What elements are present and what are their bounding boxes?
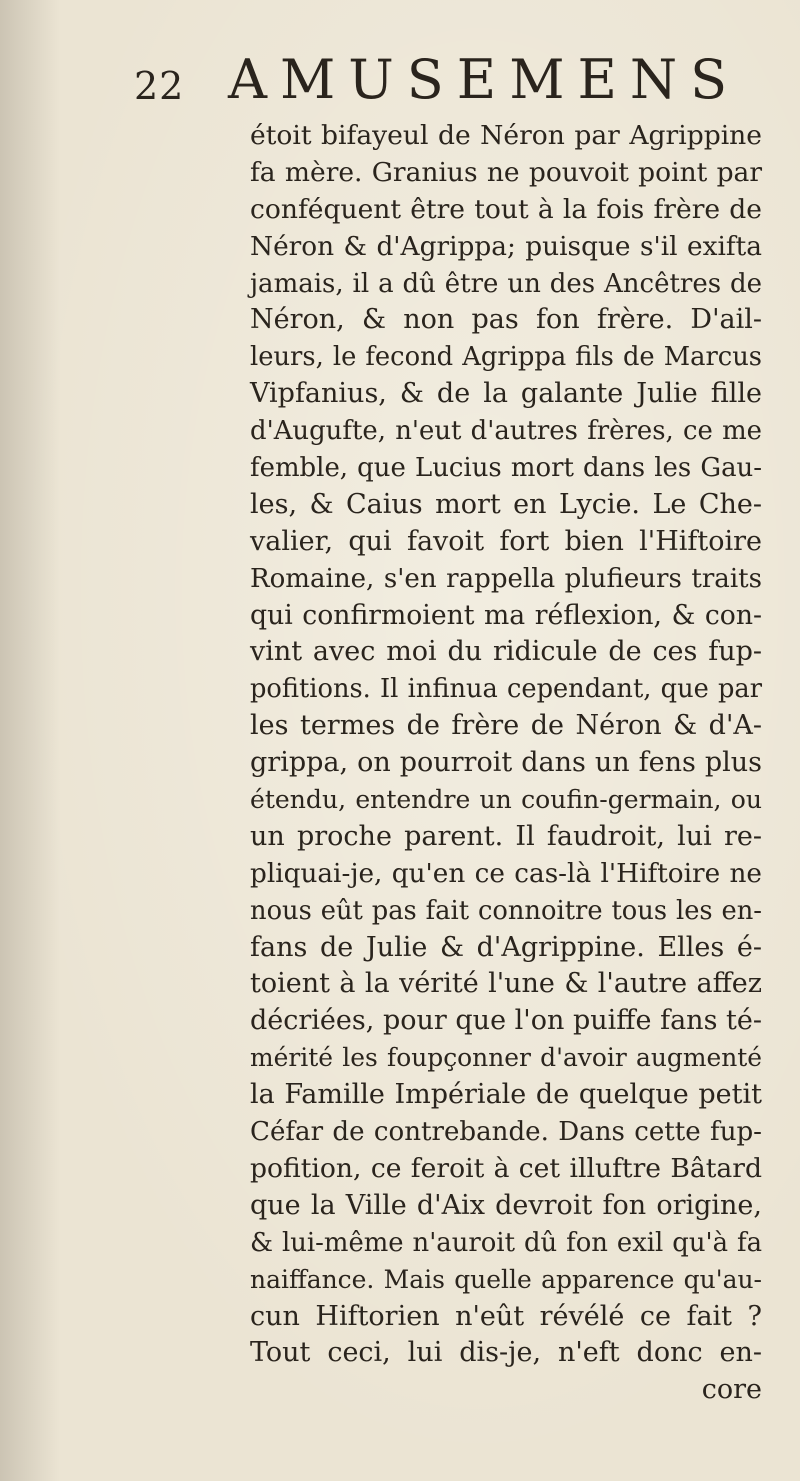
spine-shadow <box>0 0 60 1481</box>
text-line: qui confirmoient ma réflexion, & con- <box>250 599 762 631</box>
text-line: que la Ville d'Aix devroit fon origine, <box>250 1189 762 1221</box>
body-text <box>250 118 762 1409</box>
text-line: & lui-même n'auroit dû fon exil qu'à fa <box>250 1227 762 1258</box>
text-line: pofitions. Il infinua cependant, que par <box>250 674 762 705</box>
text-line: grippa, on pourroit dans un fens plus <box>250 747 762 779</box>
text-line: décriées, pour que l'on puiffe fans té- <box>250 1005 762 1037</box>
text-line: conféquent être tout à la fois frère de <box>250 193 762 225</box>
text-line: pliquai-je, qu'en ce cas-là l'Hiftoire ne <box>250 858 762 889</box>
text-line: étoit bifayeul de Néron par Agrippine <box>250 120 762 151</box>
text-line: toient à la vérité l'une & l'autre affez <box>250 968 762 1000</box>
text-line: Tout ceci, lui dis-je, n'eft donc en- <box>250 1337 762 1369</box>
text-line: valier, qui favoit fort bien l'Hiftoire <box>250 525 762 557</box>
text-line: un proche parent. Il faudroit, lui re- <box>250 820 762 852</box>
text-line: femble, que Lucius mort dans les Gau- <box>250 453 762 484</box>
text-line: étendu, entendre un coufin-germain, ou <box>250 785 762 815</box>
text-line: leurs, le fecond Agrippa fils de Marcus <box>250 342 762 373</box>
text-line: mérité les foupçonner d'avoir augmenté <box>250 1043 762 1073</box>
text-line: Néron, & non pas fon frère. D'ail- <box>250 304 762 336</box>
page-number: 22 <box>134 64 185 108</box>
text-line: nous eût pas fait connoitre tous les en- <box>250 895 762 926</box>
text-line: vint avec moi du ridicule de ces fup- <box>250 636 762 668</box>
text-line: Romaine, s'en rappella plufieurs traits <box>250 563 762 594</box>
text-line: Céfar de contrebande. Dans cette fup- <box>250 1117 762 1148</box>
text-line: naiffance. Mais quelle apparence qu'au- <box>250 1264 762 1294</box>
catchword: core <box>701 1374 762 1406</box>
text-line: la Famille Impériale de quelque petit <box>250 1079 762 1111</box>
text-line: cun Hiftorien n'eût révélé ce fait ? <box>250 1300 762 1332</box>
running-head <box>0 48 800 118</box>
text-line: Néron & d'Agrippa; puisque s'il exifta <box>250 231 762 262</box>
text-line: fans de Julie & d'Agrippine. Elles é- <box>250 931 762 963</box>
text-line: fa mère. Granius ne pouvoit point par <box>250 156 762 188</box>
text-line: Vipfanius, & de la galante Julie fille <box>250 378 762 410</box>
text-line: les termes de frère de Néron & d'A- <box>250 710 762 742</box>
text-line: d'Augufte, n'eut d'autres frères, ce me <box>250 416 762 447</box>
text-line: pofition, ce feroit à cet illuftre Bâtard <box>250 1152 762 1184</box>
text-line: les, & Caius mort en Lycie. Le Che- <box>250 488 762 520</box>
text-line: jamais, il a dû être un des Ancêtres de <box>250 268 762 299</box>
running-title: AMUSEMENS <box>228 48 741 111</box>
